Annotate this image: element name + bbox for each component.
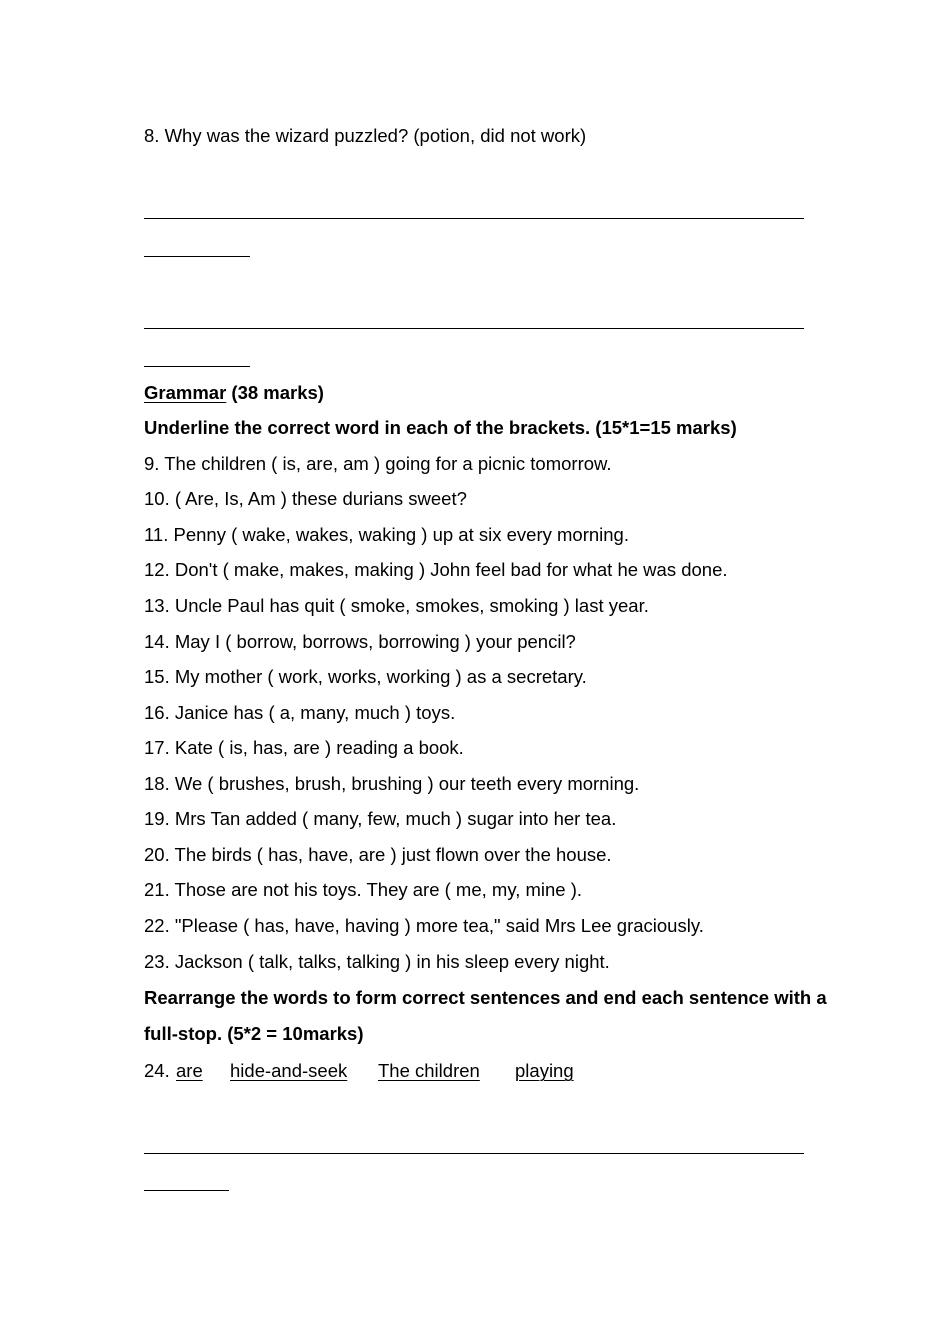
question-24 <box>144 1060 804 1082</box>
answer-line-continuation <box>144 1190 229 1191</box>
grammar-item: 21. Those are not his toys. They are ( me, my, mine ). <box>144 879 583 900</box>
answer-line-continuation <box>144 256 250 257</box>
grammar-heading <box>144 382 324 404</box>
grammar-marks: (38 marks) <box>226 382 324 403</box>
grammar-item: 13. Uncle Paul has quit ( smoke, smokes, smoking ) last year. <box>144 595 649 616</box>
section2-instruction-line2: full-stop. (5*2 = 10marks) <box>144 1023 364 1044</box>
answer-line <box>144 218 804 219</box>
grammar-item: 12. Don't ( make, makes, making ) John feel bad for what he was done. <box>144 559 728 580</box>
grammar-item: 17. Kate ( is, has, are ) reading a book. <box>144 737 464 758</box>
grammar-title: Grammar <box>144 382 227 403</box>
answer-line <box>144 328 804 329</box>
grammar-item: 18. We ( brushes, brush, brushing ) our teeth every morning. <box>144 773 640 794</box>
grammar-item: 23. Jackson ( talk, talks, talking ) in his sleep every night. <box>144 951 610 972</box>
scrambled-word: playing <box>515 1060 574 1081</box>
scrambled-word: hide-and-seek <box>230 1060 348 1081</box>
grammar-item: 10. ( Are, Is, Am ) these durians sweet? <box>144 488 467 509</box>
answer-line <box>144 1153 804 1154</box>
scrambled-word: are <box>176 1060 203 1081</box>
grammar-item: 16. Janice has ( a, many, much ) toys. <box>144 702 456 723</box>
grammar-item: 15. My mother ( work, works, working ) as a secretary. <box>144 666 587 687</box>
grammar-item: 22. "Please ( has, have, having ) more tea," said Mrs Lee graciously. <box>144 915 704 936</box>
section1-instruction: Underline the correct word in each of the brackets. (15*1=15 marks) <box>144 417 737 438</box>
grammar-item: 19. Mrs Tan added ( many, few, much ) sugar into her tea. <box>144 808 617 829</box>
grammar-item: 11. Penny ( wake, wakes, waking ) up at six every morning. <box>144 524 629 545</box>
answer-line-continuation <box>144 366 250 367</box>
section2-instruction-line1: Rearrange the words to form correct sentences and end each sentence with a <box>144 987 827 1008</box>
grammar-item: 14. May I ( borrow, borrows, borrowing ) your pencil? <box>144 631 576 652</box>
grammar-item: 20. The birds ( has, have, are ) just flown over the house. <box>144 844 612 865</box>
question-number: 24. <box>144 1060 170 1081</box>
question-8: 8. Why was the wizard puzzled? (potion, did not work) <box>144 125 587 146</box>
grammar-item: 9. The children ( is, are, am ) going for a picnic tomorrow. <box>144 453 612 474</box>
scrambled-word: The children <box>378 1060 480 1081</box>
